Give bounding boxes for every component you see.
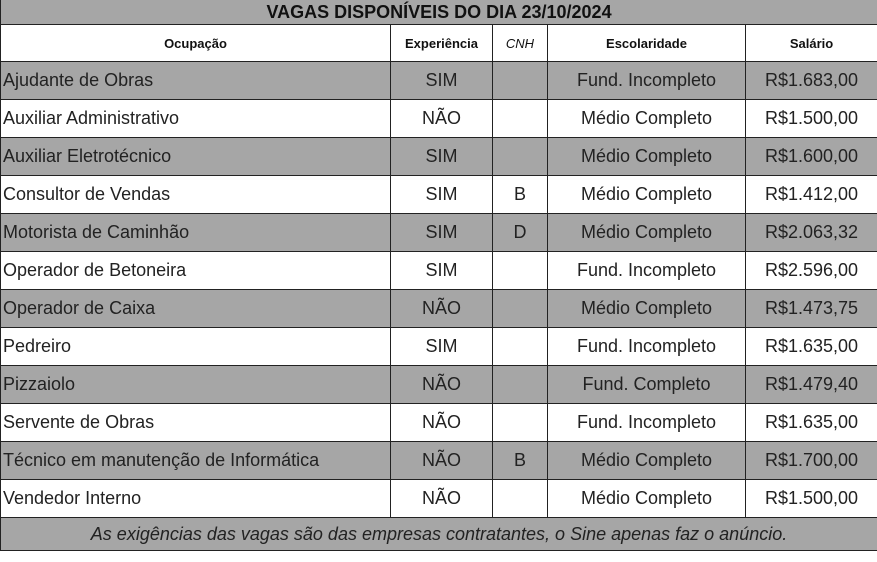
header-cnh: CNH	[493, 25, 548, 62]
page-title: VAGAS DISPONÍVEIS DO DIA 23/10/2024	[1, 0, 877, 25]
cell-education: Médio Completo	[548, 442, 746, 480]
cell-salary: R$2.063,32	[746, 214, 877, 252]
cell-occupation: Operador de Betoneira	[1, 252, 391, 290]
cell-cnh	[493, 62, 548, 100]
cell-education: Fund. Completo	[548, 366, 746, 404]
cell-salary: R$1.500,00	[746, 100, 877, 138]
cell-education: Médio Completo	[548, 480, 746, 518]
cell-occupation: Vendedor Interno	[1, 480, 391, 518]
cell-experience: NÃO	[391, 404, 493, 442]
cell-salary: R$1.600,00	[746, 138, 877, 176]
cell-salary: R$1.500,00	[746, 480, 877, 518]
cell-experience: NÃO	[391, 480, 493, 518]
cell-education: Fund. Incompleto	[548, 328, 746, 366]
table-row	[1, 214, 877, 252]
cell-salary: R$1.635,00	[746, 404, 877, 442]
cell-experience: SIM	[391, 328, 493, 366]
cell-experience: SIM	[391, 176, 493, 214]
cell-occupation: Ajudante de Obras	[1, 62, 391, 100]
cell-salary: R$1.635,00	[746, 328, 877, 366]
cell-cnh	[493, 252, 548, 290]
cell-experience: NÃO	[391, 290, 493, 328]
cell-cnh	[493, 100, 548, 138]
cell-experience: NÃO	[391, 442, 493, 480]
cell-salary: R$1.412,00	[746, 176, 877, 214]
cell-education: Médio Completo	[548, 176, 746, 214]
cell-cnh	[493, 138, 548, 176]
cell-education: Médio Completo	[548, 100, 746, 138]
cell-occupation: Auxiliar Administrativo	[1, 100, 391, 138]
cell-salary: R$2.596,00	[746, 252, 877, 290]
cell-occupation: Pizzaiolo	[1, 366, 391, 404]
table-row	[1, 138, 877, 176]
cell-experience: SIM	[391, 252, 493, 290]
header-salary: Salário	[746, 25, 877, 62]
cell-education: Fund. Incompleto	[548, 404, 746, 442]
table-row	[1, 62, 877, 100]
cell-experience: SIM	[391, 214, 493, 252]
cell-cnh	[493, 366, 548, 404]
cell-salary: R$1.479,40	[746, 366, 877, 404]
cell-occupation: Servente de Obras	[1, 404, 391, 442]
cell-education: Fund. Incompleto	[548, 62, 746, 100]
cell-cnh	[493, 290, 548, 328]
cell-salary: R$1.473,75	[746, 290, 877, 328]
cell-experience: NÃO	[391, 366, 493, 404]
header-education: Escolaridade	[548, 25, 746, 62]
cell-experience: SIM	[391, 62, 493, 100]
cell-salary: R$1.683,00	[746, 62, 877, 100]
cell-cnh: B	[493, 442, 548, 480]
table-row	[1, 290, 877, 328]
cell-occupation: Auxiliar Eletrotécnico	[1, 138, 391, 176]
table-row	[1, 404, 877, 442]
cell-cnh	[493, 480, 548, 518]
cell-experience: SIM	[391, 138, 493, 176]
cell-education: Médio Completo	[548, 214, 746, 252]
cell-cnh: B	[493, 176, 548, 214]
cell-salary: R$1.700,00	[746, 442, 877, 480]
table-row	[1, 176, 877, 214]
cell-occupation: Pedreiro	[1, 328, 391, 366]
table-row	[1, 366, 877, 404]
cell-occupation: Motorista de Caminhão	[1, 214, 391, 252]
table-row	[1, 100, 877, 138]
header-experience: Experiência	[391, 25, 493, 62]
header-row	[1, 25, 877, 62]
cell-occupation: Técnico em manutenção de Informática	[1, 442, 391, 480]
table-row	[1, 328, 877, 366]
cell-cnh	[493, 404, 548, 442]
cell-cnh	[493, 328, 548, 366]
cell-occupation: Consultor de Vendas	[1, 176, 391, 214]
cell-experience: NÃO	[391, 100, 493, 138]
header-occupation: Ocupação	[1, 25, 391, 62]
table-row	[1, 442, 877, 480]
cell-education: Médio Completo	[548, 138, 746, 176]
cell-occupation: Operador de Caixa	[1, 290, 391, 328]
footer-disclaimer: As exigências das vagas são das empresas contratantes, o Sine apenas faz o anúncio.	[1, 518, 877, 551]
cell-cnh: D	[493, 214, 548, 252]
cell-education: Médio Completo	[548, 290, 746, 328]
table-row	[1, 480, 877, 518]
table-row	[1, 252, 877, 290]
cell-education: Fund. Incompleto	[548, 252, 746, 290]
